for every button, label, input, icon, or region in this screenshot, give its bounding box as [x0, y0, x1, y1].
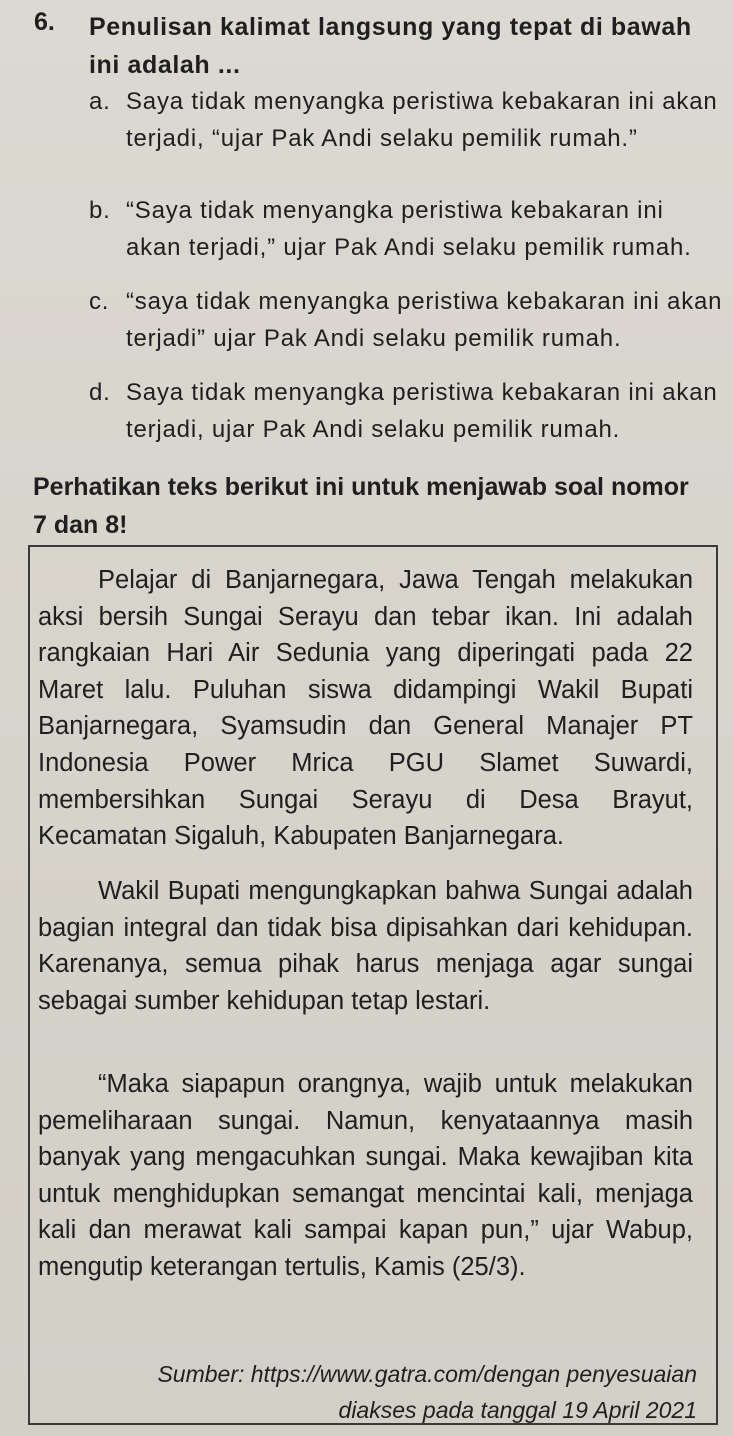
- option-text: “Saya tidak menyangka peristiwa kebakaran ini akan terjadi,” ujar Pak Andi selaku pemilik rumah.: [126, 197, 692, 261]
- option-letter: b.: [89, 197, 111, 224]
- passage-paragraph-3: “Maka siapapun orangnya, wajib untuk melakukan pemeliharaan sungai. Namun, kenyataannya masih banyak yang mengacuhkan sungai. Maka kewajiban kita untuk menghidupkan semangat mencintai kali, menjaga kali dan merawat kali sampai kapan pun,” ujar Wabup, mengutip keterangan tertulis, Kamis (25/3).: [38, 1070, 693, 1281]
- option-letter: d.: [89, 379, 111, 406]
- passage-paragraph-2: Wakil Bupati mengungkapkan bahwa Sungai adalah bagian integral dan tidak bisa dipisahkan dari kehidupan. Karenanya, semua pihak harus menjaga agar sungai sebagai sumber kehidupan tetap lestari.: [38, 877, 693, 1015]
- question-stem: Penulisan kalimat langsung yang tepat di bawah ini adalah ...: [89, 13, 692, 79]
- option-text: Saya tidak menyangka peristiwa kebakaran ini akan terjadi, “ujar Pak Andi selaku pemilik rumah.”: [126, 88, 718, 152]
- passage-source: Sumber: https://www.gatra.com/dengan penyesuaian diakses pada tanggal 19 April 2021: [157, 1361, 697, 1423]
- option-text: “saya tidak menyangka peristiwa kebakaran ini akan terjadi” ujar Pak Andi selaku pemilik rumah.: [126, 288, 723, 352]
- option-letter: a.: [89, 88, 111, 115]
- passage-paragraph-1: Pelajar di Banjarnegara, Jawa Tengah melakukan aksi bersih Sungai Serayu dan tebar ikan. Ini adalah rangkaian Hari Air Sedunia yang diperingati pada 22 Maret lalu. Puluhan siswa didampingi Wakil Bupati Banjarnegara, Syamsudin dan General Manajer PT Indonesia Power Mrica PGU Slamet Suwardi, membersihkan Sungai Serayu di Desa Brayut, Kecamatan Sigaluh, Kabupaten Banjarnegara.: [38, 566, 693, 851]
- reading-instruction: Perhatikan teks berikut ini untuk menjawab soal nomor 7 dan 8!: [33, 473, 689, 539]
- question-number: 6.: [34, 8, 55, 36]
- option-letter: c.: [89, 288, 110, 315]
- option-text: Saya tidak menyangka peristiwa kebakaran ini akan terjadi, ujar Pak Andi selaku pemilik rumah.: [126, 379, 718, 443]
